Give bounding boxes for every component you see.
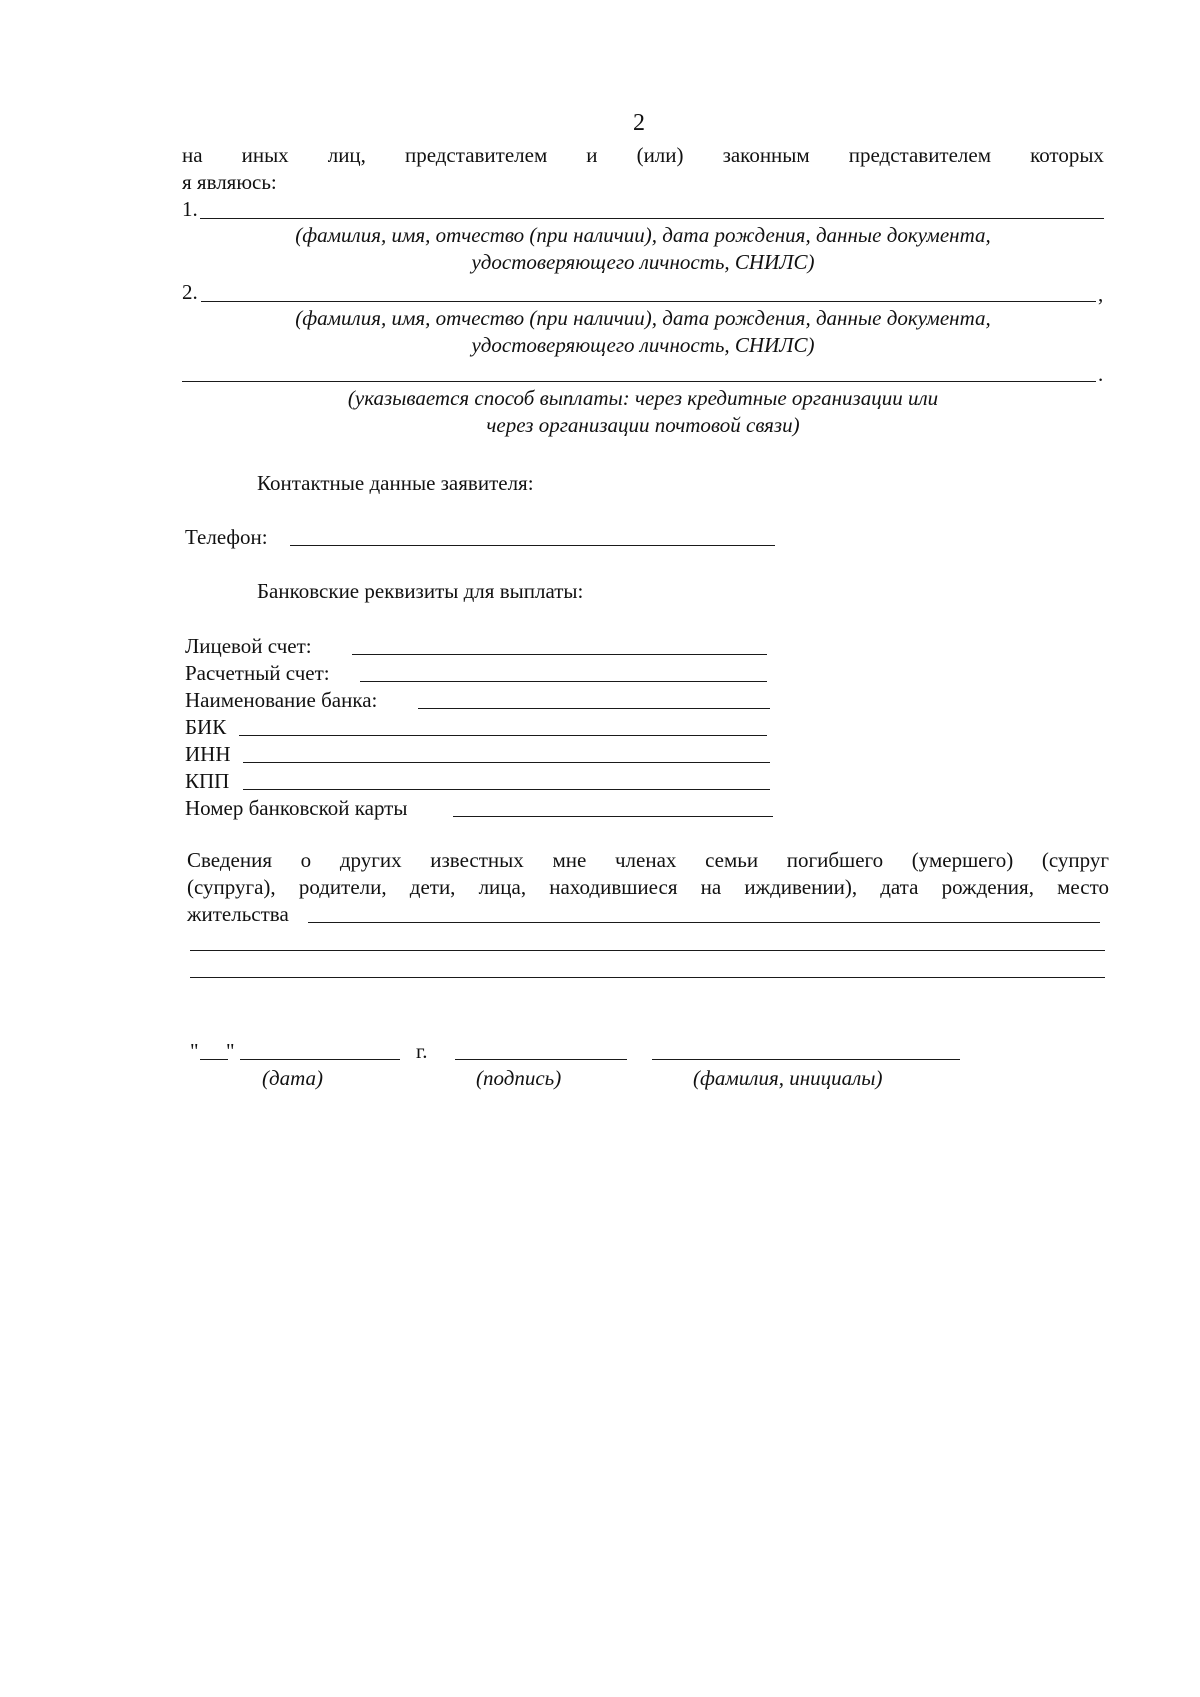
family-word: (супруга), (187, 875, 276, 899)
bank-field-label: Наименование банка: (185, 688, 378, 712)
intro-word: которых (1030, 143, 1104, 167)
bank-field-label: БИК (185, 715, 227, 739)
person-2-field[interactable] (201, 301, 1096, 302)
date-caption: (дата) (262, 1066, 324, 1090)
intro-word: представителем (848, 143, 992, 167)
family-word: мне (552, 848, 587, 872)
person-2-caption (182, 305, 1104, 359)
intro-line-2: я являюсь: (182, 170, 277, 194)
signature-caption: (подпись) (476, 1066, 562, 1090)
intro-line-1 (182, 143, 1104, 168)
family-residence-field[interactable] (308, 922, 1100, 923)
payment-method-caption-line-1: (указывается способ выплаты: через кредитные организации или (347, 386, 939, 410)
family-word: (супруг (1041, 848, 1109, 872)
bank-field-label: ИНН (185, 742, 231, 766)
name-caption: (фамилия, инициалы) (693, 1066, 883, 1090)
intro-word: на (182, 143, 203, 167)
date-month-field[interactable] (240, 1059, 400, 1060)
person-1-number: 1. (182, 197, 198, 221)
settlement-account-field[interactable] (360, 681, 767, 682)
year-suffix: г. (416, 1039, 428, 1063)
payment-method-caption (182, 385, 1104, 439)
date-quote-close: " (226, 1039, 235, 1063)
family-line-3: жительства (187, 902, 289, 926)
person-2-end-mark: , (1098, 282, 1104, 306)
date-day-field[interactable] (200, 1059, 228, 1060)
family-word: дети, (409, 875, 456, 899)
family-word: иждивении), (744, 875, 858, 899)
intro-word: законным (722, 143, 810, 167)
family-word: находившиеся (549, 875, 678, 899)
family-word: лица, (478, 875, 527, 899)
person-2-caption-line-2: удостоверяющего личность, СНИЛС) (471, 333, 815, 357)
date-quote-open: " (190, 1039, 199, 1063)
family-word: рождения, (941, 875, 1034, 899)
family-line-1 (187, 848, 1109, 873)
person-2-caption-line-1: (фамилия, имя, отчество (при наличии), дата рождения, данные документа, (295, 306, 991, 330)
family-word: членах (614, 848, 677, 872)
intro-word: (или) (636, 143, 684, 167)
person-1-caption (182, 222, 1104, 276)
person-2-number: 2. (182, 280, 198, 304)
card-number-field[interactable] (453, 816, 773, 817)
phone-label: Телефон: (185, 525, 268, 549)
family-word: родители, (298, 875, 387, 899)
family-word: о (300, 848, 312, 872)
family-word: Сведения (187, 848, 272, 872)
kpp-field[interactable] (243, 789, 770, 790)
payment-method-end-mark: . (1098, 362, 1104, 386)
family-extra-line-1[interactable] (190, 950, 1105, 951)
phone-field[interactable] (290, 545, 775, 546)
intro-word: представителем (404, 143, 548, 167)
bank-field-label: Расчетный счет: (185, 661, 330, 685)
family-word: (умершего) (911, 848, 1014, 872)
family-line-2 (187, 875, 1109, 900)
account-field[interactable] (352, 654, 767, 655)
bank-field-label: Лицевой счет: (185, 634, 312, 658)
bank-field-label: КПП (185, 769, 230, 793)
bank-name-field[interactable] (418, 708, 770, 709)
bank-field-label: Номер банковской карты (185, 796, 408, 820)
family-word: на (700, 875, 722, 899)
person-1-caption-line-1: (фамилия, имя, отчество (при наличии), дата рождения, данные документа, (295, 223, 991, 247)
payment-method-field[interactable] (182, 381, 1096, 382)
person-1-caption-line-2: удостоверяющего личность, СНИЛС) (471, 250, 815, 274)
inn-field[interactable] (243, 762, 770, 763)
family-word: известных (430, 848, 524, 872)
family-word: место (1057, 875, 1109, 899)
family-word: погибшего (786, 848, 884, 872)
page-number: 2 (633, 110, 645, 136)
signature-field[interactable] (455, 1059, 627, 1060)
bik-field[interactable] (239, 735, 767, 736)
family-extra-line-2[interactable] (190, 977, 1105, 978)
payment-method-caption-line-2: через организации почтовой связи) (486, 413, 800, 437)
person-1-field[interactable] (200, 218, 1104, 219)
family-word: семьи (705, 848, 759, 872)
bank-heading: Банковские реквизиты для выплаты: (257, 579, 584, 603)
contacts-heading: Контактные данные заявителя: (257, 471, 534, 495)
intro-word: иных (241, 143, 289, 167)
intro-word: лиц, (327, 143, 366, 167)
family-word: других (339, 848, 402, 872)
name-initials-field[interactable] (652, 1059, 960, 1060)
family-word: дата (880, 875, 919, 899)
intro-word: и (586, 143, 598, 167)
